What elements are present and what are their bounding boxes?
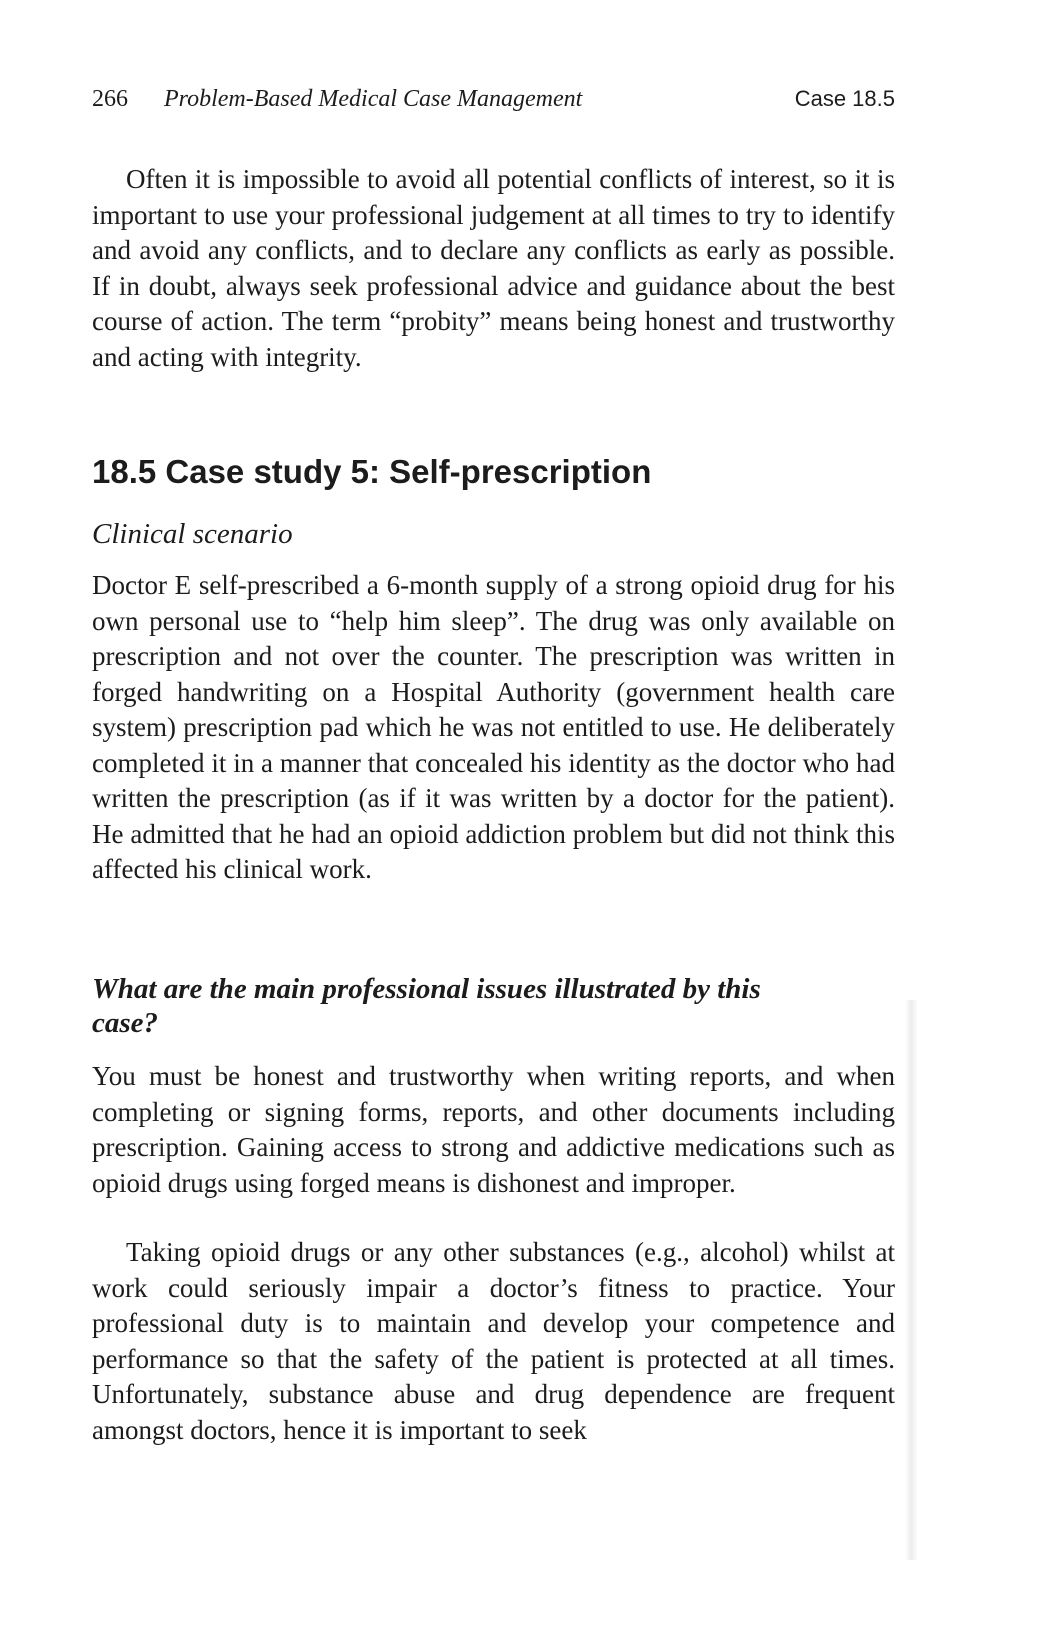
issues-paragraph-1: You must be honest and trustworthy when writing reports, and when completing or signing forms, reports, and other documents including prescription. Gaining access to strong and addictive medications such as opioid drugs using forged means is dishonest and improper. [92,1061,895,1198]
page-number: 266 [92,86,128,112]
intro-paragraph: Often it is impossible to avoid all potential conflicts of interest, so it is important to use your professional judgement at all times to try to identify and avoid any conflicts, and to declare any conflicts as early as possible. If in doubt, always seek professional advice and guidance about the best course of action. The term “probity” means being honest and trustworthy and acting with integrity. [92,164,895,372]
running-title: Problem-Based Medical Case Management [164,86,583,112]
issues-question-heading: What are the main professional issues illustrated by this case? [92,973,761,1039]
case-label: Case 18.5 [794,86,895,111]
issues-paragraph-2: Taking opioid drugs or any other substances (e.g., alcohol) whilst at work could seriously impair a doctor’s fitness to practice. Your professional duty is to maintain and develop your competence and performance so that the safety of the patient is protected at all times. Unfortunately, substance abuse and drug dependence are frequent amongst doctors, hence it is important to seek [92,1237,895,1445]
clinical-scenario-heading: Clinical scenario [92,518,293,550]
scan-shadow [905,1000,917,1560]
scenario-paragraph: Doctor E self-prescribed a 6-month supply of a strong opioid drug for his own personal use to “help him sleep”. The drug was only available on prescription and not over the counter. The prescription was written in forged handwriting on a Hospital Authority (government health care system) prescription pad which he was not entitled to use. He deliberately completed it in a manner that concealed his identity as the doctor who had written the prescription (as if it was written by a doctor for the patient). He admitted that he had an opioid addiction problem but did not think this affected his clinical work. [92,570,895,884]
section-heading: 18.5 Case study 5: Self-prescription [92,453,652,490]
page-header [92,86,895,126]
